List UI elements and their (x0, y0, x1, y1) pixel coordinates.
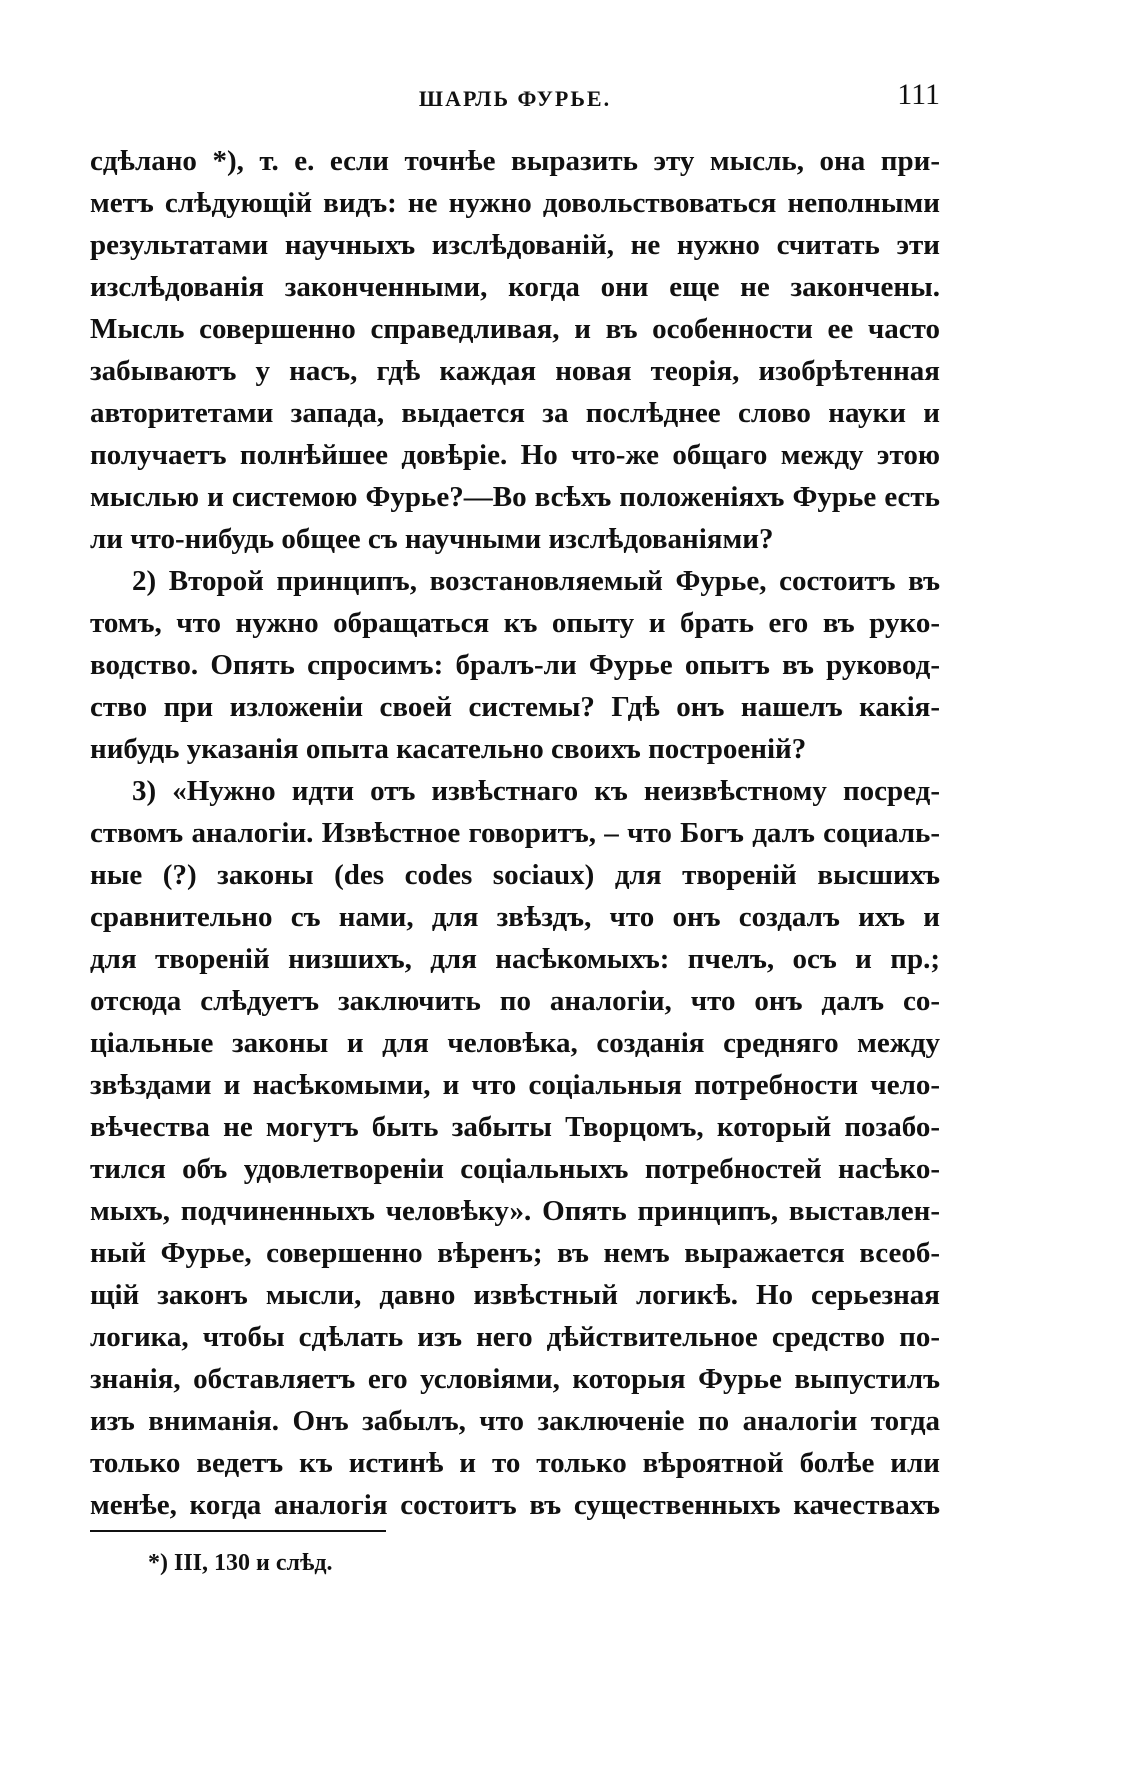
text-line: менѣе, когда аналогія состоитъ въ существенныхъ качествахъ (90, 1489, 940, 1521)
text-line: ствомъ аналогіи. Извѣстное говоритъ, – что Богъ далъ социаль- (90, 817, 940, 849)
footnote: *) III, 130 и слѣд. (148, 1550, 333, 1576)
footnote-divider (90, 1530, 386, 1532)
text-line: мыслью и системою Фурье?—Во всѣхъ положеніяхъ Фурье есть (90, 481, 940, 513)
text-line: Мысль совершенно справедливая, и въ особенности ее часто (90, 313, 940, 345)
text-line: ные (?) законы (des codes sociaux) для твореній высшихъ (90, 859, 940, 891)
text-line: изслѣдованія законченными, когда они еще не закончены. (90, 271, 940, 303)
text-line: для твореній низшихъ, для насѣкомыхъ: пчелъ, осъ и пр.; (90, 943, 940, 975)
text-line: ный Фурье, совершенно вѣренъ; въ немъ выражается всеоб- (90, 1237, 940, 1269)
text-line: отсюда слѣдуетъ заключить по аналогіи, что онъ далъ со- (90, 985, 940, 1017)
running-head (90, 78, 940, 118)
text-line: авторитетами запада, выдается за послѣднее слово науки и (90, 397, 940, 429)
text-line: забываютъ у насъ, гдѣ каждая новая теорія, изобрѣтенная (90, 355, 940, 387)
paragraph-2-first-line: 2) Второй принципъ, возстановляемый Фурье, состоитъ въ (132, 565, 940, 597)
text-line: ство при изложеніи своей системы? Гдѣ онъ нашелъ какія- (90, 691, 940, 723)
main-text (90, 140, 940, 1526)
text-line: получаетъ полнѣйшее довѣріе. Но что-же общаго между этою (90, 439, 940, 471)
text-line: водство. Опять спросимъ: бралъ-ли Фурье опытъ въ руковод- (90, 649, 940, 681)
text-line: тился объ удовлетвореніи соціальныхъ потребностей насѣко- (90, 1153, 940, 1185)
text-line: ціальные законы и для человѣка, созданія средняго между (90, 1027, 940, 1059)
text-line: вѣчества не могутъ быть забыты Творцомъ, который позабо- (90, 1111, 940, 1143)
text-line: мыхъ, подчиненныхъ человѣку». Опять принципъ, выставлен- (90, 1195, 940, 1227)
text-line: томъ, что нужно обращаться къ опыту и брать его въ руко- (90, 607, 940, 639)
text-line: нибудь указанія опыта касательно своихъ построеній? (90, 733, 807, 765)
text-line: изъ вниманія. Онъ забылъ, что заключеніе по аналогіи тогда (90, 1405, 940, 1437)
running-title: ШАРЛЬ ФУРЬЕ. (418, 86, 612, 111)
text-line: щій законъ мысли, давно извѣстный логикѣ. Но серьезная (90, 1279, 940, 1311)
text-line: ли что-нибудь общее съ научными изслѣдованіями? (90, 523, 774, 555)
text-line: сравнительно съ нами, для звѣздъ, что онъ создалъ ихъ и (90, 901, 940, 933)
text-line: знанія, обставляетъ его условіями, которыя Фурье выпустилъ (90, 1363, 940, 1395)
text-line: результатами научныхъ изслѣдованій, не нужно считать эти (90, 229, 940, 261)
text-line: сдѣлано *), т. е. если точнѣе выразить эту мысль, она при- (90, 145, 940, 177)
page-number: 111 (897, 78, 940, 111)
paragraph-3-first-line: 3) «Нужно идти отъ извѣстнаго къ неизвѣстному посред- (132, 775, 940, 807)
text-line: метъ слѣдующій видъ: не нужно довольствоваться неполными (90, 187, 940, 219)
text-line: только ведетъ къ истинѣ и то только вѣроятной болѣе или (90, 1447, 940, 1479)
text-line: логика, чтобы сдѣлать изъ него дѣйствительное средство по- (90, 1321, 940, 1353)
text-line: звѣздами и насѣкомыми, и что соціальныя потребности чело- (90, 1069, 940, 1101)
